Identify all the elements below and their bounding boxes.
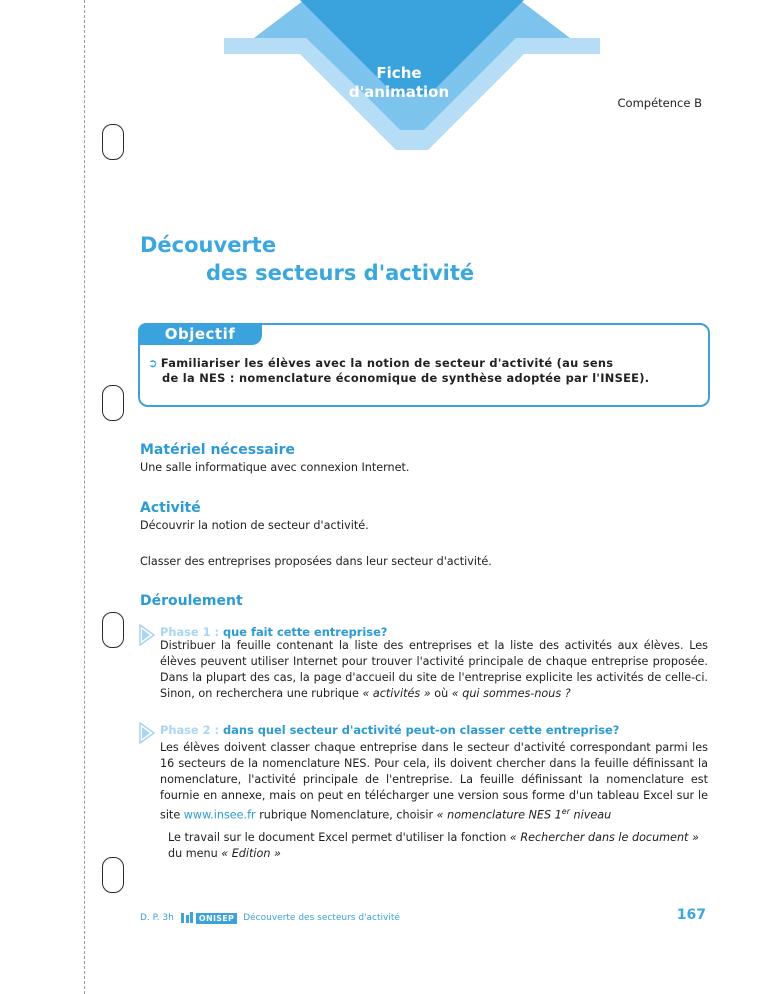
page-title <box>140 231 474 287</box>
phase2-text: Les élèves doivent classer chaque entreprise dans le secteur d'activité correspondant parmi les 16 secteurs de la nomenclature NES. Pour cela, ils doivent chercher dans la feuille définissant la nomenclature, l'activité principale de l'entreprise. La feuille définissant la nomenclature est fournie en annexe, mais on peut en télécharger une version sous forme d'un tableau Excel sur le site <box>160 741 708 822</box>
materiel-text: Une salle informatique avec connexion Internet. <box>140 461 410 474</box>
arrow-icon: ➲ <box>148 356 158 370</box>
materiel-heading: Matériel nécessaire <box>140 442 296 458</box>
objectif-tab: Objectif <box>138 323 262 345</box>
activite-text-1: Découvrir la notion de secteur d'activité. <box>140 519 369 532</box>
objectif-line2: de la NES : nomenclature économique de synthèse adoptée par l'INSEE). <box>162 371 650 385</box>
note-em-edition: « Edition » <box>221 847 281 860</box>
insee-link[interactable]: www.insee.fr <box>183 808 256 822</box>
banner-line2: d'animation <box>348 83 450 101</box>
phase1-body <box>160 638 708 702</box>
phase2-body <box>160 740 708 824</box>
footer-series: D. P. 3h <box>140 913 174 923</box>
phase1-text: Distribuer la feuille contenant la liste des entreprises et la liste des activités aux élèves. Les élèves peuvent utiliser Internet pour trouver l'activité principale de chaque entreprise proposée. Dans la plupart des cas, la page d'accueil du site de l'entreprise explicite les activités de celle-ci. Sinon, on recherchera une rubrique <box>160 639 708 700</box>
title-line2: des secteurs d'activité <box>206 261 475 285</box>
banner-label <box>324 64 474 102</box>
phase1-heading <box>160 625 387 639</box>
objectif-line1: Familiariser les élèves avec la notion de secteur d'activité (au sens <box>160 356 614 370</box>
binder-hole <box>102 612 124 648</box>
binder-hole <box>102 124 124 160</box>
phase2-label: Phase 2 : <box>160 723 220 737</box>
footer <box>140 912 400 924</box>
perforation-line <box>84 0 85 994</box>
title-line1: Découverte <box>140 233 277 257</box>
phase2-em-niveau: niveau <box>569 808 612 822</box>
phase2-heading <box>160 723 619 737</box>
binder-hole <box>102 385 124 421</box>
phase1-label: Phase 1 : <box>160 625 220 639</box>
objectif-text <box>148 356 696 386</box>
page-number: 167 <box>676 907 706 923</box>
activite-heading: Activité <box>140 500 201 516</box>
note-em-rechercher: « Rechercher dans le document » <box>509 831 699 844</box>
phase1-text-or: où <box>430 687 452 700</box>
phase1-title: que fait cette entreprise? <box>223 625 388 639</box>
note-text: Le travail sur le document Excel permet d'utiliser la fonction <box>168 831 510 844</box>
logo-text: ONISEP <box>196 913 237 924</box>
phase-arrow-icon <box>139 722 155 744</box>
phase2-sup: er <box>561 807 570 816</box>
footer-title: Découverte des secteurs d'activité <box>243 913 400 923</box>
note-text-menu: du menu <box>168 847 222 860</box>
phase2-text-rubrique: rubrique Nomenclature, choisir <box>255 808 437 822</box>
phase2-title: dans quel secteur d'activité peut-on classer cette entreprise? <box>223 723 620 737</box>
excel-note <box>168 830 708 862</box>
logo-mark-icon <box>180 912 194 924</box>
onisep-logo <box>180 912 237 924</box>
competence-label: Compétence B <box>617 96 702 110</box>
phase1-em-activites: « activités » <box>362 687 431 700</box>
binder-hole <box>102 857 124 893</box>
phase-arrow-icon <box>139 624 155 646</box>
activite-text-2: Classer des entreprises proposées dans leur secteur d'activité. <box>140 555 492 568</box>
deroulement-heading: Déroulement <box>140 593 243 609</box>
banner-line1: Fiche <box>376 64 422 82</box>
phase2-em-nes: « nomenclature NES 1 <box>436 808 562 822</box>
phase1-em-qui: « qui sommes-nous ? <box>451 687 571 700</box>
